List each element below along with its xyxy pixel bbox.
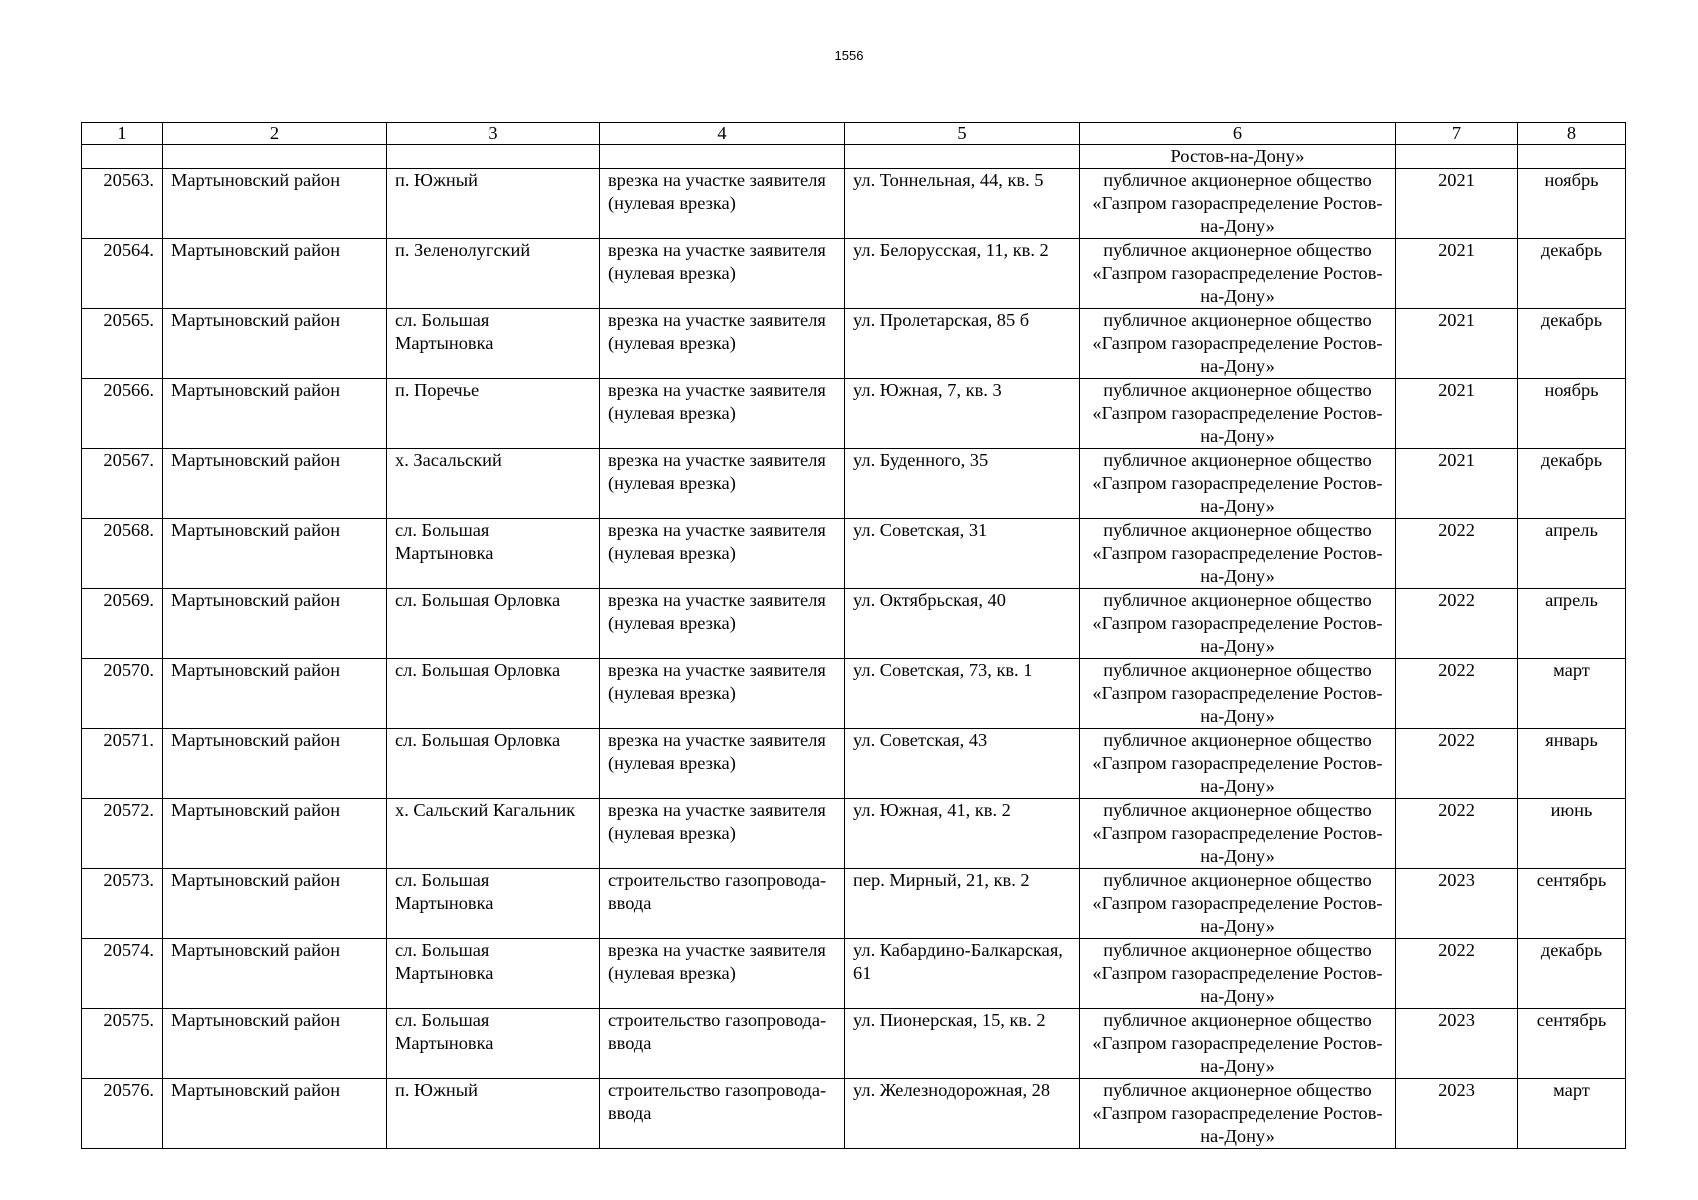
record-number-cell: 20573. — [82, 869, 163, 939]
work-type-cell: строительство газопровода-ввода — [600, 1009, 845, 1079]
column-header-7: 7 — [1396, 123, 1518, 145]
month-cell: март — [1518, 1079, 1626, 1149]
district-cell: Мартыновский район — [163, 939, 387, 1009]
work-type-cell: врезка на участке заявителя (нулевая врезка) — [600, 799, 845, 869]
address-cell — [845, 145, 1080, 169]
settlement-cell: п. Зеленолугский — [387, 239, 600, 309]
gasification-registry-table — [81, 122, 1626, 1149]
year-cell: 2022 — [1396, 729, 1518, 799]
record-number-cell: 20564. — [82, 239, 163, 309]
settlement-cell: х. Засальский — [387, 449, 600, 519]
year-cell: 2022 — [1396, 519, 1518, 589]
district-cell: Мартыновский район — [163, 659, 387, 729]
record-number-cell: 20566. — [82, 379, 163, 449]
organization-cell: публичное акционерное общество «Газпром газораспределение Ростов-на-Дону» — [1080, 659, 1396, 729]
year-cell: 2023 — [1396, 1079, 1518, 1149]
work-type-cell: врезка на участке заявителя (нулевая врезка) — [600, 729, 845, 799]
district-cell: Мартыновский район — [163, 519, 387, 589]
district-cell: Мартыновский район — [163, 729, 387, 799]
work-type-cell: врезка на участке заявителя (нулевая врезка) — [600, 449, 845, 519]
month-cell: декабрь — [1518, 939, 1626, 1009]
record-number-cell: 20567. — [82, 449, 163, 519]
table-body — [82, 145, 1626, 1149]
table-row — [82, 169, 1626, 239]
column-number-header-row — [82, 123, 1626, 145]
district-cell: Мартыновский район — [163, 309, 387, 379]
record-number-cell: 20575. — [82, 1009, 163, 1079]
column-header-6: 6 — [1080, 123, 1396, 145]
month-cell: июнь — [1518, 799, 1626, 869]
year-cell: 2021 — [1396, 169, 1518, 239]
district-cell: Мартыновский район — [163, 379, 387, 449]
organization-cell: публичное акционерное общество «Газпром газораспределение Ростов-на-Дону» — [1080, 379, 1396, 449]
work-type-cell: врезка на участке заявителя (нулевая врезка) — [600, 939, 845, 1009]
record-number-cell: 20568. — [82, 519, 163, 589]
month-cell: декабрь — [1518, 449, 1626, 519]
organization-cell: публичное акционерное общество «Газпром газораспределение Ростов-на-Дону» — [1080, 449, 1396, 519]
work-type-cell: врезка на участке заявителя (нулевая врезка) — [600, 169, 845, 239]
column-header-2: 2 — [163, 123, 387, 145]
address-cell: ул. Кабардино-Балкарская, 61 — [845, 939, 1080, 1009]
month-cell: декабрь — [1518, 239, 1626, 309]
address-cell: ул. Советская, 43 — [845, 729, 1080, 799]
settlement-cell: х. Сальский Кагальник — [387, 799, 600, 869]
page-number: 1556 — [834, 48, 864, 63]
table-row — [82, 659, 1626, 729]
settlement-cell: сл. Большая Орловка — [387, 659, 600, 729]
organization-cell: публичное акционерное общество «Газпром газораспределение Ростов-на-Дону» — [1080, 309, 1396, 379]
organization-cell: публичное акционерное общество «Газпром газораспределение Ростов-на-Дону» — [1080, 169, 1396, 239]
month-cell: сентябрь — [1518, 869, 1626, 939]
column-header-8: 8 — [1518, 123, 1626, 145]
district-cell: Мартыновский район — [163, 799, 387, 869]
year-cell: 2022 — [1396, 589, 1518, 659]
column-header-4: 4 — [600, 123, 845, 145]
continued-row — [82, 145, 1626, 169]
district-cell: Мартыновский район — [163, 869, 387, 939]
year-cell: 2022 — [1396, 939, 1518, 1009]
work-type-cell: строительство газопровода-ввода — [600, 869, 845, 939]
month-cell: ноябрь — [1518, 169, 1626, 239]
settlement-cell: п. Южный — [387, 169, 600, 239]
table-row — [82, 239, 1626, 309]
organization-cell: публичное акционерное общество «Газпром газораспределение Ростов-на-Дону» — [1080, 799, 1396, 869]
address-cell: ул. Белорусская, 11, кв. 2 — [845, 239, 1080, 309]
table-row — [82, 729, 1626, 799]
org-cell: Ростов-на-Дону» — [1080, 145, 1396, 169]
work-type-cell: врезка на участке заявителя (нулевая врезка) — [600, 589, 845, 659]
settlement-cell: сл. Большая Мартыновка — [387, 519, 600, 589]
year-cell: 2022 — [1396, 799, 1518, 869]
year-cell: 2021 — [1396, 449, 1518, 519]
record-number-cell: 20569. — [82, 589, 163, 659]
column-header-5: 5 — [845, 123, 1080, 145]
column-header-1: 1 — [82, 123, 163, 145]
table-row — [82, 309, 1626, 379]
settlement-cell: п. Южный — [387, 1079, 600, 1149]
table-row — [82, 379, 1626, 449]
district-cell: Мартыновский район — [163, 449, 387, 519]
address-cell: ул. Советская, 31 — [845, 519, 1080, 589]
record-number-cell: 20565. — [82, 309, 163, 379]
address-cell: ул. Железнодорожная, 28 — [845, 1079, 1080, 1149]
year-cell: 2023 — [1396, 869, 1518, 939]
table-row — [82, 939, 1626, 1009]
month-cell: март — [1518, 659, 1626, 729]
month-cell: январь — [1518, 729, 1626, 799]
district-cell: Мартыновский район — [163, 589, 387, 659]
month-cell — [1518, 145, 1626, 169]
organization-cell: публичное акционерное общество «Газпром газораспределение Ростов-на-Дону» — [1080, 1079, 1396, 1149]
address-cell: ул. Советская, 73, кв. 1 — [845, 659, 1080, 729]
column-header-3: 3 — [387, 123, 600, 145]
year-cell: 2021 — [1396, 309, 1518, 379]
settlement-cell: сл. Большая Орловка — [387, 589, 600, 659]
address-cell: ул. Буденного, 35 — [845, 449, 1080, 519]
table-row — [82, 1079, 1626, 1149]
table-row — [82, 519, 1626, 589]
work-type-cell: врезка на участке заявителя (нулевая врезка) — [600, 239, 845, 309]
organization-cell: публичное акционерное общество «Газпром газораспределение Ростов-на-Дону» — [1080, 589, 1396, 659]
year-cell: 2021 — [1396, 239, 1518, 309]
settlement-cell: сл. Большая Мартыновка — [387, 939, 600, 1009]
address-cell: ул. Южная, 7, кв. 3 — [845, 379, 1080, 449]
record-number-cell: 20570. — [82, 659, 163, 729]
organization-cell: публичное акционерное общество «Газпром газораспределение Ростов-на-Дону» — [1080, 939, 1396, 1009]
district-cell — [163, 145, 387, 169]
month-cell: декабрь — [1518, 309, 1626, 379]
settlement-cell: сл. Большая Мартыновка — [387, 1009, 600, 1079]
settlement-cell: сл. Большая Мартыновка — [387, 309, 600, 379]
year-cell — [1396, 145, 1518, 169]
year-cell: 2022 — [1396, 659, 1518, 729]
address-cell: ул. Тоннельная, 44, кв. 5 — [845, 169, 1080, 239]
address-cell: ул. Октябрьская, 40 — [845, 589, 1080, 659]
month-cell: сентябрь — [1518, 1009, 1626, 1079]
address-cell: ул. Пролетарская, 85 б — [845, 309, 1080, 379]
district-cell: Мартыновский район — [163, 1079, 387, 1149]
month-cell: ноябрь — [1518, 379, 1626, 449]
record-number-cell: 20563. — [82, 169, 163, 239]
record-number-cell: 20571. — [82, 729, 163, 799]
record-number-cell: 20574. — [82, 939, 163, 1009]
address-cell: пер. Мирный, 21, кв. 2 — [845, 869, 1080, 939]
work-type-cell: врезка на участке заявителя (нулевая врезка) — [600, 309, 845, 379]
work-type-cell: врезка на участке заявителя (нулевая врезка) — [600, 659, 845, 729]
work-type-cell: врезка на участке заявителя (нулевая врезка) — [600, 519, 845, 589]
settlement-cell: п. Поречье — [387, 379, 600, 449]
address-cell: ул. Пионерская, 15, кв. 2 — [845, 1009, 1080, 1079]
address-cell: ул. Южная, 41, кв. 2 — [845, 799, 1080, 869]
record-number-cell: 20572. — [82, 799, 163, 869]
organization-cell: публичное акционерное общество «Газпром газораспределение Ростов-на-Дону» — [1080, 729, 1396, 799]
work-cell — [600, 145, 845, 169]
work-type-cell: строительство газопровода-ввода — [600, 1079, 845, 1149]
organization-cell: публичное акционерное общество «Газпром газораспределение Ростов-на-Дону» — [1080, 869, 1396, 939]
work-type-cell: врезка на участке заявителя (нулевая врезка) — [600, 379, 845, 449]
organization-cell: публичное акционерное общество «Газпром газораспределение Ростов-на-Дону» — [1080, 519, 1396, 589]
table-row — [82, 869, 1626, 939]
table-row — [82, 449, 1626, 519]
district-cell: Мартыновский район — [163, 239, 387, 309]
table-row — [82, 589, 1626, 659]
settlement-cell: сл. Большая Мартыновка — [387, 869, 600, 939]
table-row — [82, 1009, 1626, 1079]
district-cell: Мартыновский район — [163, 1009, 387, 1079]
month-cell: апрель — [1518, 589, 1626, 659]
settlement-cell: сл. Большая Орловка — [387, 729, 600, 799]
month-cell: апрель — [1518, 519, 1626, 589]
year-cell: 2021 — [1396, 379, 1518, 449]
settlement-cell — [387, 145, 600, 169]
num-cell — [82, 145, 163, 169]
organization-cell: публичное акционерное общество «Газпром газораспределение Ростов-на-Дону» — [1080, 239, 1396, 309]
year-cell: 2023 — [1396, 1009, 1518, 1079]
record-number-cell: 20576. — [82, 1079, 163, 1149]
table-row — [82, 799, 1626, 869]
organization-cell: публичное акционерное общество «Газпром газораспределение Ростов-на-Дону» — [1080, 1009, 1396, 1079]
district-cell: Мартыновский район — [163, 169, 387, 239]
